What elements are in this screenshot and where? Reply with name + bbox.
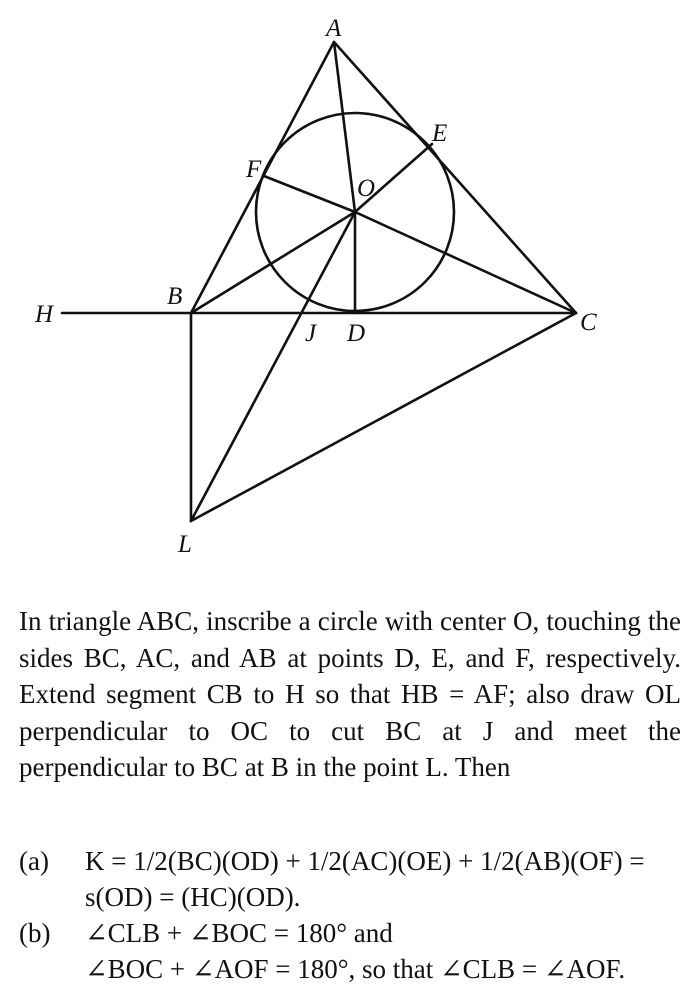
label-e: E [432, 120, 448, 147]
segment-ob [191, 212, 355, 313]
label-b: B [167, 283, 183, 310]
figure-lines [62, 42, 576, 521]
label-j: J [305, 320, 317, 347]
label-d: D [347, 320, 366, 347]
item-b-line1: ∠CLB + ∠BOC = 180° and [85, 918, 393, 948]
result-item-a [19, 843, 689, 915]
label-a: A [326, 15, 342, 42]
item-b-line2: ∠BOC + ∠AOF = 180°, so that ∠CLB = ∠AOF. [85, 954, 626, 984]
label-f: F [246, 156, 262, 183]
label-o: O [357, 175, 376, 202]
segment-ao [334, 42, 355, 212]
segment-oc [355, 212, 576, 313]
label-c: C [580, 309, 597, 336]
item-tag-b: (b) [19, 918, 51, 948]
problem-text [19, 603, 681, 786]
result-list [19, 843, 689, 987]
result-item-b [19, 915, 689, 987]
item-tag-a: (a) [19, 846, 49, 876]
item-a-line1: K = 1/2(BC)(OD) + 1/2(AC)(OE) + 1/2(AB)(OF) = [85, 846, 645, 876]
segment-of [264, 176, 355, 212]
segment-lc [191, 313, 576, 521]
segment-ol [191, 212, 355, 521]
problem-paragraph: In triangle ABC, inscribe a circle with center O, touching the sides BC, AC, and AB at points D, E, and F, respectively. Extend segment CB to H so that HB = AF; also draw OL perpendicular to OC to cut BC at J and meet the perpendicular to BC at B in the point L. Then [19, 606, 681, 782]
label-h: H [35, 301, 54, 328]
label-l: L [178, 531, 192, 558]
item-a-line2: s(OD) = (HC)(OD). [85, 882, 301, 912]
